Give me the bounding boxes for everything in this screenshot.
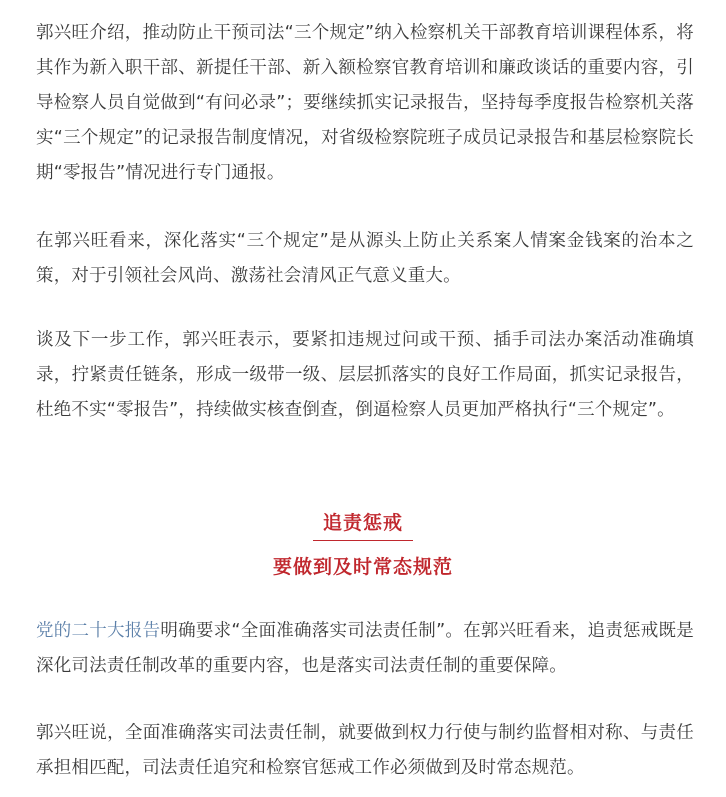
paragraph-twentieth-congress xyxy=(36,614,694,684)
paragraph-next-steps: 谈及下一步工作，郭兴旺表示，要紧扣违规过问或干预、插手司法办案活动准确填录，拧紧责任链条，形成一级带一级、层层抓落实的良好工作局面，抓实记录报告，杜绝不实“零报告”，持续做实核查倒查，倒逼检察人员更加严格执行“三个规定”。 xyxy=(36,330,694,420)
paragraph-training: 郭兴旺介绍，推动防止干预司法“三个规定”纳入检察机关干部教育培训课程体系，将其作为新入职干部、新提任干部、新入额检察官教育培训和廉政谈话的重要内容，引导检察人员自觉做到“有问必录”；要继续抓实记录报告，坚持每季度报告检察机关落实“三个规定”的记录报告制度情况，对省级检察院班子成员记录报告和基层检察院长期“零报告”情况进行专门通报。 xyxy=(36,23,694,183)
heading-divider xyxy=(313,540,413,541)
twentieth-congress-report-link[interactable]: 党的二十大报告 xyxy=(36,621,161,641)
section-heading-accountability: 追责惩戒 xyxy=(322,512,403,534)
section-heading-subtitle: 要做到及时常态规范 xyxy=(272,556,453,578)
paragraph-twentieth-congress-text: 明确要求“全面准确落实司法责任制”。在郭兴旺看来，追责惩戒既是深化司法责任制改革的重要内容，也是落实司法责任制的重要保障。 xyxy=(36,621,694,676)
paragraph-three-rules-significance: 在郭兴旺看来，深化落实“三个规定”是从源头上防止关系案人情案金钱案的治本之策，对于引领社会风尚、激荡社会清风正气意义重大。 xyxy=(36,231,694,286)
paragraph-judicial-responsibility: 郭兴旺说，全面准确落实司法责任制，就要做到权力行使与制约监督相对称、与责任承担相匹配，司法责任追究和检察官惩戒工作必须做到及时常态规范。 xyxy=(36,723,694,778)
